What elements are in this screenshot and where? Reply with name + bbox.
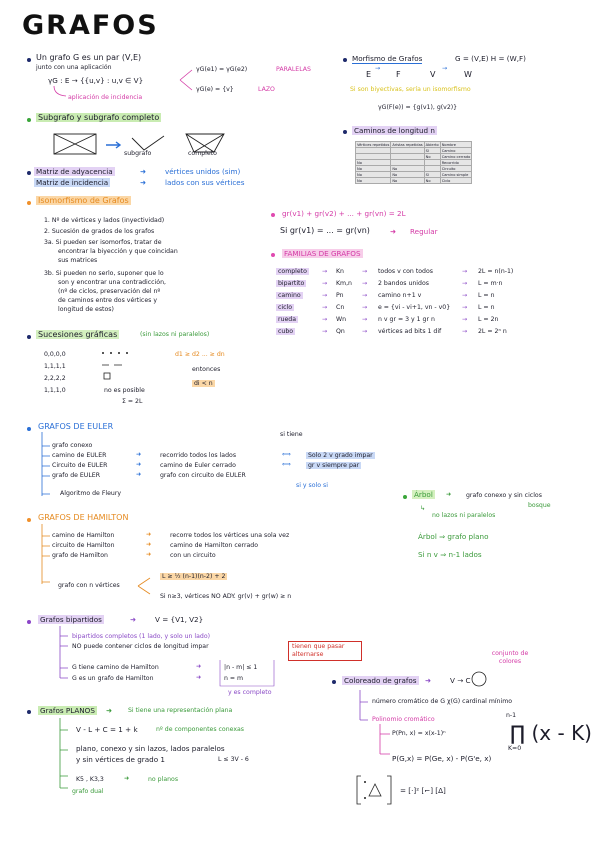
family-sym: Cn xyxy=(336,304,345,311)
euler-c3: grafo de EULER xyxy=(52,472,100,479)
arrow-icon: ➜ xyxy=(146,541,152,548)
loop-label: LAZO xyxy=(258,86,275,93)
degree-reg: Si gr(v1) = ... = gr(vn) xyxy=(280,226,370,235)
arrow-icon: ➜ xyxy=(146,531,152,538)
table-header-cell: Vértices repetidos xyxy=(357,142,390,147)
seq-row4: 1,1,1,0 xyxy=(44,387,66,394)
euler-fleury: Algoritmo de Fleury xyxy=(60,490,122,497)
morph-def: G = (V,E) H = (W,F) xyxy=(455,54,526,63)
arrow-f: → xyxy=(375,65,381,72)
arrow-icon: ➜ xyxy=(136,451,142,458)
table-cell: Camino cerrado xyxy=(441,154,471,159)
family-name: ciclo xyxy=(278,304,293,311)
hamilton-c2d: camino de Hamilton cerrado xyxy=(170,542,259,549)
bip-box xyxy=(218,660,278,692)
seq-note: (sin lazos ni paralelos) xyxy=(140,331,210,338)
bullet xyxy=(332,680,336,684)
arrow-icon: ➜ xyxy=(140,178,147,187)
seq-row3: 2,2,2,2 xyxy=(44,375,66,382)
graph-drawing-full xyxy=(52,132,102,160)
color-set: conjunto de colores xyxy=(491,650,529,665)
bullet xyxy=(27,710,31,714)
parallel-label: PARALELAS xyxy=(276,66,311,73)
family-l: L = n xyxy=(478,304,495,311)
color-k0: K=0 xyxy=(508,745,522,752)
euler-c1r: Solo 2 v grado impar xyxy=(308,452,373,459)
arrow-icon: → xyxy=(362,280,368,287)
hamilton-c3d: con un circuito xyxy=(170,552,216,559)
arrow-g: → xyxy=(442,65,448,72)
iso-step4c: (nº de ciclos, preservación del nº xyxy=(58,288,161,295)
arrow-icon: → xyxy=(322,328,328,335)
table-cell: Circuito xyxy=(440,166,472,172)
arrow-icon: → xyxy=(322,316,328,323)
color-title: Coloreado de grafos xyxy=(344,676,417,685)
tree-def: grafo conexo y sin ciclos xyxy=(466,492,542,499)
family-name: cubo xyxy=(278,328,294,335)
color-tree-lines xyxy=(356,690,370,730)
color-rec: P(G,x) = P(Ge, x) - P(G'e, x) xyxy=(392,754,492,763)
color-matrix-drawing xyxy=(355,774,395,808)
morph-bij: Si son biyectivas, sería un isomorfismo xyxy=(350,86,471,93)
euler-c3d: grafo con circuito de EULER xyxy=(160,472,246,479)
parallel-formula: γG(e1) = γG(e2) xyxy=(196,66,248,73)
table-cell: No xyxy=(356,172,391,178)
family-desc: vértices ad bits 1 dif xyxy=(378,328,442,335)
hamilton-c2: circuito de Hamilton xyxy=(52,542,115,549)
iso-title: Isomorfismo de Grafos xyxy=(38,196,129,205)
degree-sum: gr(v1) + gr(v2) + ... + gr(vn) = 2L xyxy=(282,209,406,218)
arrow-icon: → xyxy=(462,316,468,323)
euler-title: GRAFOS DE EULER xyxy=(38,422,114,431)
hamilton-l: L ≥ ½ (n-1)(n-2) + 2 xyxy=(162,573,226,580)
arrow-icon: → xyxy=(322,280,328,287)
color-poly: Polinomio cromático xyxy=(372,716,435,723)
family-name: completo xyxy=(278,268,307,275)
intro-formula: γG : E → {{u,v} : u,v ∈ V} xyxy=(48,76,144,85)
planar-title: Grafos PLANOS xyxy=(40,706,95,715)
arrow-icon: ➜ xyxy=(196,663,202,670)
table-cell: No xyxy=(356,166,391,172)
planar-dual: grafo dual xyxy=(72,788,104,795)
iso-step2: 2. Sucesión de grados de los grafos xyxy=(44,228,155,235)
incidence-label: aplicación de incidencia xyxy=(68,94,143,101)
inc-matrix: Matriz de incidencia xyxy=(36,178,109,187)
table-cell: Recorrido xyxy=(440,160,472,166)
arrow-icon: → xyxy=(362,268,368,275)
seq-sum: Σ = 2L xyxy=(122,398,143,405)
table-cell: No xyxy=(356,160,391,166)
bullet xyxy=(27,427,31,431)
tree-title: Árbol xyxy=(414,490,433,499)
table-cell: No xyxy=(391,178,424,184)
bullet xyxy=(27,518,31,522)
planar-p2: y sin vértices de grado 1 xyxy=(76,755,165,764)
bip-b4: G es un grafo de Hamilton xyxy=(72,675,154,682)
bullet xyxy=(343,130,347,134)
arrow-icon: → xyxy=(362,292,368,299)
loop-formula: γG(e) = {v} xyxy=(196,86,234,93)
hamilton-c1: camino de Hamilton xyxy=(52,532,115,539)
intro-line2: junto con una aplicación xyxy=(36,64,112,71)
arrow-icon: ➜ xyxy=(136,471,142,478)
iso-step3a: 3a. Si pueden ser isomorfos, tratar de xyxy=(44,239,162,246)
bip-b2: NO puede contener ciclos de longitud impar xyxy=(72,643,209,650)
color-det: = [·]² [⌐] [Δ] xyxy=(400,786,446,795)
iso-step4e: longitud de estos) xyxy=(58,306,114,313)
arrow-icon: → xyxy=(462,280,468,287)
family-sym: Wn xyxy=(336,316,347,323)
iso-step3c: sus matrices xyxy=(58,257,98,264)
bullet xyxy=(271,213,275,217)
planar-noplan: no planos xyxy=(148,776,179,783)
iso-step1: 1. Nº de vértices y lados (inyectividad) xyxy=(44,217,165,224)
adj-matrix: Matriz de adyacencia xyxy=(36,167,113,176)
family-desc: n v gr = 3 y 1 gr n xyxy=(378,316,435,323)
tree-plano: Árbol ⇒ grafo plano xyxy=(418,532,489,541)
seq-row1: 0,0,0,0 xyxy=(44,351,66,358)
table-cell: Camino simple xyxy=(440,172,472,178)
bip-v: V = {V1, V2} xyxy=(155,615,204,624)
family-l: 2L = 2ⁿ n xyxy=(478,328,507,335)
arrow-icon: → xyxy=(362,316,368,323)
arrow-icon: ➜ xyxy=(425,676,432,685)
bip-title: Grafos bipartidos xyxy=(40,615,102,624)
family-desc: e = {vi - vi+1, vn - v0} xyxy=(378,304,451,311)
page-title: GRAFOS xyxy=(22,10,159,41)
subgraph-title: Subgrafo y subgrafo completo xyxy=(38,113,160,122)
families-title: FAMILIAS DE GRAFOS xyxy=(284,249,361,258)
euler-grafo: grafo conexo xyxy=(52,442,93,449)
color-top: n-1 xyxy=(506,712,517,719)
iso-step4a: 3b. Si pueden no serlo, suponer que lo xyxy=(44,270,164,277)
euler-tiene: si tiene xyxy=(280,431,303,438)
color-circle xyxy=(470,670,488,688)
bip-note: tienen que pasar alternarse xyxy=(288,641,362,661)
arrow-icon: ➜ xyxy=(136,461,142,468)
planar-k: nº de componentes conexas xyxy=(156,726,244,733)
adj-desc: vértices unidos (sim) xyxy=(165,167,241,176)
iso-step4d: de caminos entre dos vértices y xyxy=(58,297,157,304)
family-name: rueda xyxy=(278,316,296,323)
arrow-icon: ➜ xyxy=(124,775,130,782)
family-sym: Kn xyxy=(336,268,344,275)
bip-b4f: n = m xyxy=(224,675,244,682)
planar-tree-lines xyxy=(56,718,70,794)
arrow-icon: → xyxy=(462,292,468,299)
family-sym: Km,n xyxy=(336,280,352,287)
bip-b1: bipartidos completos (1 lado, y solo un lado) xyxy=(72,633,211,640)
family-desc: 2 bandos unidos xyxy=(378,280,429,287)
arrow-icon: → xyxy=(322,304,328,311)
arrow-icon: → xyxy=(462,328,468,335)
seq-title: Sucesiones gráficas xyxy=(38,330,118,339)
hamilton-n: grafo con n vértices xyxy=(58,582,120,589)
table-cell: Ciclo xyxy=(440,178,472,184)
table-cell: No xyxy=(356,178,391,184)
family-l: 2L = n(n-1) xyxy=(478,268,514,275)
bullet xyxy=(27,58,31,62)
bip-complete: y es completo xyxy=(228,689,272,696)
table-header-cell: Aristas repetidas xyxy=(392,142,423,147)
tree-nolazos: no lazos ni paralelos xyxy=(432,512,496,519)
bullet xyxy=(27,201,31,205)
arrow-icon: ➜ xyxy=(196,674,202,681)
tree-bosque: bosque xyxy=(528,502,551,509)
table-cell: No xyxy=(391,166,424,172)
arrow-icon: → xyxy=(462,268,468,275)
family-desc: camino n+1 v xyxy=(378,292,422,299)
table-cell: Sí xyxy=(424,148,440,154)
arrow-icon: ➜ xyxy=(390,227,397,236)
morph-f: F xyxy=(396,70,401,79)
hamilton-title: GRAFOS DE HAMILTON xyxy=(38,513,129,522)
arrow-icon: → xyxy=(362,304,368,311)
bip-b3f: |n - m| ≤ 1 xyxy=(224,664,258,671)
iso-step3b: encontrar la biyección y que coincidan xyxy=(58,248,178,255)
color-chrom: número cromático de G χ(G) cardinal mínimo xyxy=(372,698,513,705)
family-desc: todos v con todos xyxy=(378,268,433,275)
color-v: V → C xyxy=(450,676,471,685)
table-cell: No xyxy=(424,178,440,184)
hamilton-c1d: recorre todos los vértices una sola vez xyxy=(170,532,290,539)
euler-c2: Circuito de EULER xyxy=(52,462,108,469)
euler-c1: camino de EULER xyxy=(52,452,107,459)
bip-tree-lines xyxy=(56,626,70,686)
arrow-icon: ➜ xyxy=(140,167,147,176)
arrow-icon: → xyxy=(322,292,328,299)
complete-label: completo xyxy=(188,150,217,157)
tree-sinv: Si n v ⇒ n-1 lados xyxy=(418,550,482,559)
bullet xyxy=(343,58,347,62)
planar-euler: V - L + C = 1 + k xyxy=(76,725,138,734)
table-cell: No xyxy=(391,172,424,178)
bullet xyxy=(403,495,407,499)
euler-c2r: gr v siempre par xyxy=(308,462,360,469)
planar-p2b: L ≤ 3V - 6 xyxy=(218,756,249,763)
table-cell: Sí xyxy=(424,172,440,178)
bullet xyxy=(27,171,31,175)
intro-line1: Un grafo G es un par (V,E) xyxy=(36,53,142,62)
seq-row2: 1,1,1,1 xyxy=(44,363,66,370)
inc-desc: lados con sus vértices xyxy=(165,178,245,187)
family-l: L = n xyxy=(478,292,495,299)
seq-not-possible: no es posible xyxy=(104,387,145,394)
iso-step4b: son y encontrar una contradicción, xyxy=(58,279,166,286)
incidence-arrow xyxy=(52,86,72,98)
tree-arrow: ↳ xyxy=(420,505,426,512)
arrow-icon: ➜ xyxy=(146,551,152,558)
family-l: L = 2n xyxy=(478,316,499,323)
double-arrow-icon: ⟺ xyxy=(282,461,291,468)
bullet xyxy=(27,335,31,339)
morph-w: W xyxy=(464,70,472,79)
planar-note: Si tiene una representación plana xyxy=(128,707,233,714)
family-name: bipartito xyxy=(278,280,305,287)
morph-title: Morfismo de Grafos xyxy=(352,54,423,63)
hamilton-cond: Si n≥3, vértices NO ADY. gr(v) + gr(w) ≥ n xyxy=(160,593,292,600)
family-l: L = m·n xyxy=(478,280,503,287)
family-sym: Qn xyxy=(336,328,345,335)
arrow-icon: ➜ xyxy=(446,491,452,498)
brace-arrows xyxy=(178,64,196,94)
table-cell: No xyxy=(424,154,440,160)
euler-c1d: recorrido todos los lados xyxy=(160,452,237,459)
table-header-cell: Nombre xyxy=(440,142,472,148)
family-sym: Pn xyxy=(336,292,344,299)
seq-lt: di < n xyxy=(194,380,213,387)
paths-table xyxy=(355,141,472,184)
table-row xyxy=(356,178,472,184)
planar-k5: K5 , K3,3 xyxy=(76,776,104,783)
arrow-icon: → xyxy=(322,268,328,275)
euler-c2d: camino de Euler cerrado xyxy=(160,462,236,469)
arrow-icon: → xyxy=(362,328,368,335)
seq-then: entonces xyxy=(192,366,221,373)
bullet xyxy=(27,118,31,122)
arrow-icon: → xyxy=(462,304,468,311)
planar-p1: plano, conexo y sin lazos, lados paralelos xyxy=(76,744,225,753)
morph-v: V xyxy=(430,70,436,79)
family-name: camino xyxy=(278,292,301,299)
subgraph-label: subgrafo xyxy=(124,150,152,157)
hamilton-c3: grafo de Hamilton xyxy=(52,552,108,559)
paths-title: Caminos de longitud n xyxy=(354,126,435,135)
morph-rel: γG(F(e)) = {g(v1), g(v2)} xyxy=(378,104,458,111)
color-pn: P(Pn, x) = x(x-1)ⁿ xyxy=(392,730,446,737)
double-arrow-icon: ⟺ xyxy=(282,451,291,458)
seq-order: d1 ≥ d2 ... ≥ dn xyxy=(175,351,225,358)
morph-e: E xyxy=(366,70,372,79)
arrow-icon: ➜ xyxy=(130,615,137,624)
color-prod: ∏ (x - K) xyxy=(510,721,592,745)
arrow-icon: ➜ xyxy=(106,706,113,715)
arrow-right xyxy=(104,140,124,150)
euler-c3r: si y solo si xyxy=(296,482,328,489)
bullet xyxy=(271,253,275,257)
table-header-cell: Abierto xyxy=(425,142,439,147)
bip-b3: G tiene camino de Hamilton xyxy=(72,664,159,671)
degree-reg-label: Regular xyxy=(410,227,438,236)
table-cell: Camino xyxy=(440,148,472,154)
bullet xyxy=(27,620,31,624)
